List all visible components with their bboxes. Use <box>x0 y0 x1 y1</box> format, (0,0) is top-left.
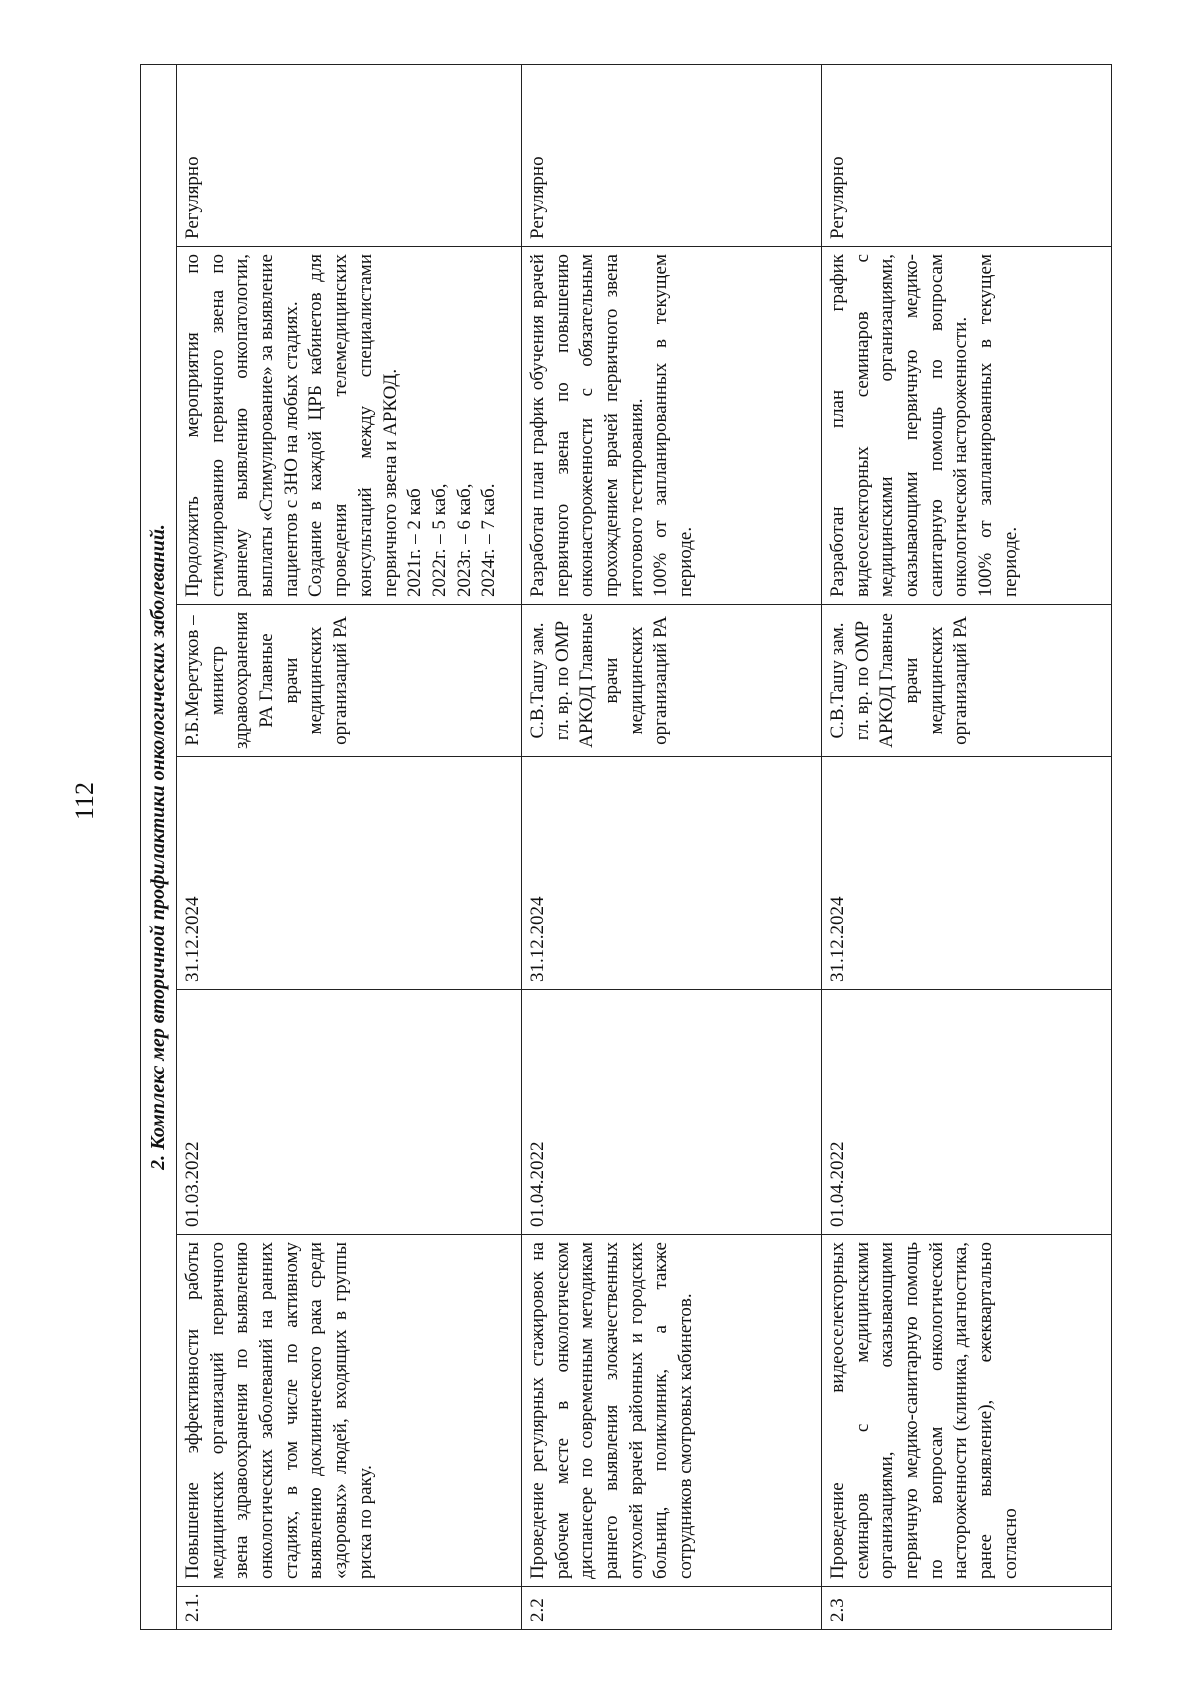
end-date-cell: 31.12.2024 <box>522 757 822 990</box>
activity-cell: Повышение эффективности работы медицинских организаций первичного звена здравоохранения по выявлению онкологических заболеваний на ранних стадиях, в том числе по активному выявлению доклинического рака среди «здоровых» людей, входящих в группы риска по раку. <box>177 1235 522 1587</box>
result-line: Создание в каждой ЦРБ кабинетов для проведения телемедицинских консультаций между специалистами первичного звена и АРКОД. <box>305 254 401 597</box>
activity-cell: Проведение регулярных стажировок на рабочем месте в онкологическом диспансере по современным методикам раннего выявления злокачественных опухолей врачей районных и городских больниц, поликлиник, а также сотрудников смотровых кабинетов. <box>522 1235 822 1587</box>
row-number: 2.2 <box>522 1587 822 1630</box>
result-line: 100% от запланированных в текущем периоде. <box>650 254 697 597</box>
frequency-cell: Регулярно <box>522 64 822 246</box>
row-number: 2.1. <box>177 1587 522 1630</box>
table-row <box>177 64 522 1629</box>
table-row <box>822 64 1112 1629</box>
measures-table <box>140 64 1112 1630</box>
activity-cell: Проведение видеоселекторных семинаров с медицинскими организациями, оказывающими первичную медико-санитарную помощь по вопросам онкологической настороженности (клиника, диагностика, ранее выявление), ежеквартально согласно <box>822 1235 1112 1587</box>
result-cell <box>522 247 822 605</box>
frequency-cell: Регулярно <box>822 64 1112 246</box>
end-date-cell: 31.12.2024 <box>177 757 522 990</box>
start-date-cell: 01.03.2022 <box>177 990 522 1235</box>
result-line: Разработан план график обучения врачей первичного звена по повышению онконастороженности с обязательным прохождением врачей первичного звена итогового тестирования. <box>527 254 647 597</box>
measures-table-container <box>140 65 1110 1630</box>
responsible-cell: С.В.Ташу зам. гл. вр. по ОМР АРКОД Главные врачи медицинских организаций РА <box>522 605 822 757</box>
row-number: 2.3 <box>822 1587 1112 1630</box>
result-line: 2021г. – 2 каб <box>404 488 426 597</box>
result-line: Продолжить мероприятия по стимулированию первичного звена по раннему выявлению онкопатологии, выплаты «Стимулирование» за выявление пациентов с ЗНО на любых стадиях. <box>182 254 302 597</box>
table-row <box>522 64 822 1629</box>
start-date-cell: 01.04.2022 <box>522 990 822 1235</box>
result-line: 2024г. – 7 каб. <box>478 483 500 597</box>
responsible-cell: С.В.Ташу зам. гл. вр. по ОМР АРКОД Главные врачи медицинских организаций РА <box>822 605 1112 757</box>
result-cell <box>822 247 1112 605</box>
section-header-row <box>141 64 177 1629</box>
result-line: Разработан план график видеоселекторных семинаров с медицинскими организациями, оказывающими первичную медико-санитарную помощь по вопросам онкологической настороженности. <box>827 254 972 597</box>
end-date-cell: 31.12.2024 <box>822 757 1112 990</box>
frequency-cell: Регулярно <box>177 64 522 246</box>
result-cell <box>177 247 522 605</box>
start-date-cell: 01.04.2022 <box>822 990 1112 1235</box>
result-line: 2022г. – 5 каб, <box>428 483 450 597</box>
result-line: 100% от запланированных в текущем периоде. <box>975 254 1021 597</box>
result-line: 2023г. – 6 каб, <box>453 483 475 597</box>
responsible-cell: Р.Б.Меретуков – министр здравоохранения РА Главные врачи медицинских организаций РА <box>177 605 522 757</box>
page-number: 112 <box>70 781 99 820</box>
section-title: 2. Комплекс мер вторичной профилактики онкологических заболеваний. <box>141 64 177 1629</box>
